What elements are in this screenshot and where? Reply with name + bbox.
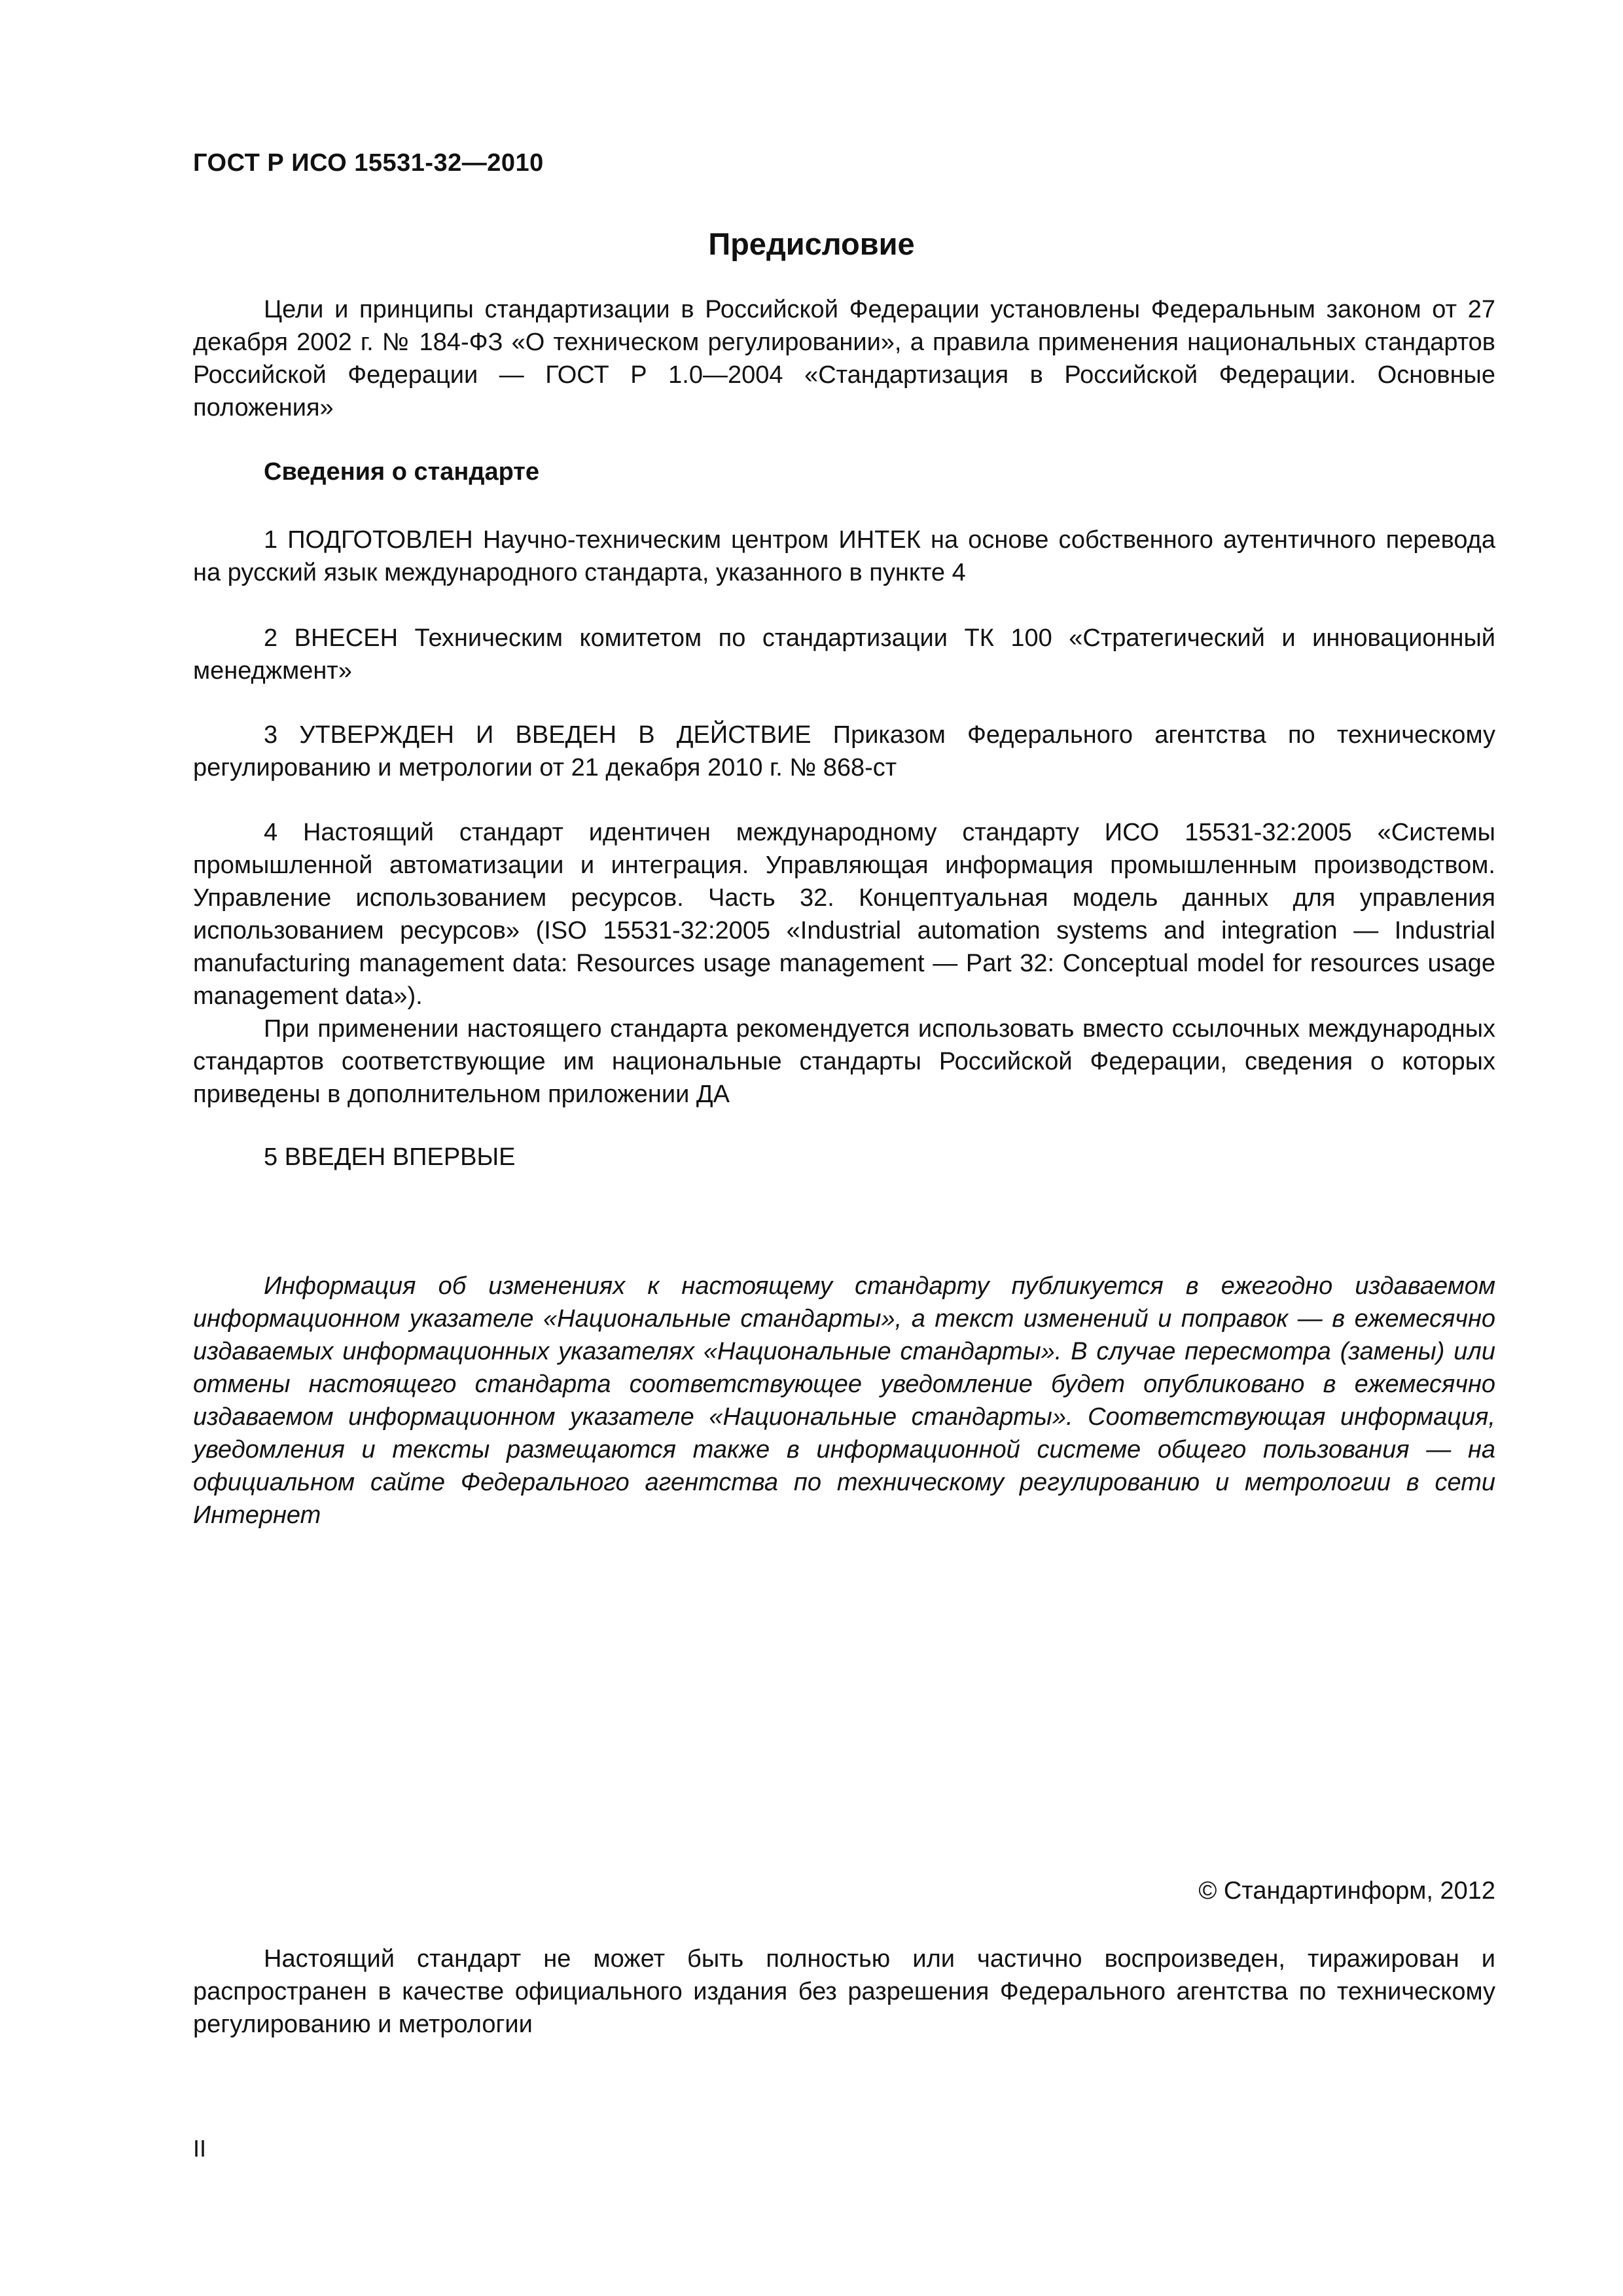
item-4: 4 Настоящий стандарт идентичен международному стандарту ИСО 15531-32:2005 «Системы промышленной автоматизации и интеграция. Управляющая информация промышленным производством. Управление использованием ресурсов. Часть 32. Концептуальная модель данных для управления использованием ресурсов» (ISO 15531-32:2005 «Industrial automation systems and integration — Industrial manufacturing management data: Resources usage management — Part 32: Conceptual model for resources usage management data»). [193, 819, 1495, 1010]
item-1: 1 ПОДГОТОВЛЕН Научно-техническим центром ИНТЕК на основе собственного аутентичного перевода на русский язык международного стандарта, указанного в пункте 4 [193, 526, 1495, 586]
copyright-line: © Стандартинформ, 2012 [1198, 1877, 1495, 1905]
item-1-block [193, 524, 1495, 589]
reproduction-notice-block [193, 1943, 1495, 2041]
section-heading: Сведения о стандарте [264, 458, 540, 486]
reproduction-notice: Настоящий стандарт не может быть полностью или частично воспроизведен, тиражирован и распространен в качестве официального издания без разрешения Федерального агентства по техническому регулированию и метрологии [193, 1945, 1495, 2038]
intro-paragraph-block [193, 293, 1495, 424]
intro-paragraph: Цели и принципы стандартизации в Российской Федерации установлены Федеральным законом от 27 декабря 2002 г. № 184-ФЗ «О техническом регулировании», а правила применения национальных стандартов Российской Федерации — ГОСТ Р 1.0—2004 «Стандартизация в Российской Федерации. Основные положения» [193, 296, 1495, 422]
page-title: Предисловие [708, 226, 915, 261]
item-3-block [193, 719, 1495, 784]
item-2: 2 ВНЕСЕН Техническим комитетом по стандартизации ТК 100 «Стратегический и инновационный менеджмент» [193, 624, 1495, 685]
item-5-block [193, 1141, 1495, 1174]
item-5: 5 ВВЕДЕН ВПЕРВЫЕ [264, 1143, 516, 1171]
page-number: II [193, 2135, 207, 2162]
item-4-block [193, 816, 1495, 1111]
item-4-note: При применении настоящего стандарта рекомендуется использовать вместо ссылочных международных стандартов соответствующие им национальные стандарты Российской Федерации, сведения о которых приведены в дополнительном приложении ДА [193, 1015, 1495, 1108]
info-notice: Информация об изменениях к настоящему стандарту публикуется в ежегодно издаваемом информационном указателе «Национальные стандарты», а текст изменений и поправок — в ежемесячно издаваемых информационных указателях «Национальные стандарты». В случае пересмотра (замены) или отмены настоящего стандарта соответствующее уведомление будет опубликовано в ежемесячно издаваемом информационном указателе «Национальные стандарты». Соответствующая информация, уведомления и тексты размещаются также в информационной системе общего пользования — на официальном сайте Федерального агентства по техническому регулированию и метрологии в сети Интернет [193, 1272, 1495, 1529]
document-code-header: ГОСТ Р ИСО 15531-32—2010 [193, 149, 544, 177]
item-3: 3 УТВЕРЖДЕН И ВВЕДЕН В ДЕЙСТВИЕ Приказом Федерального агентства по техническому регулированию и метрологии от 21 декабря 2010 г. № 868-ст [193, 721, 1495, 781]
item-2-block [193, 622, 1495, 687]
info-notice-block [193, 1270, 1495, 1532]
